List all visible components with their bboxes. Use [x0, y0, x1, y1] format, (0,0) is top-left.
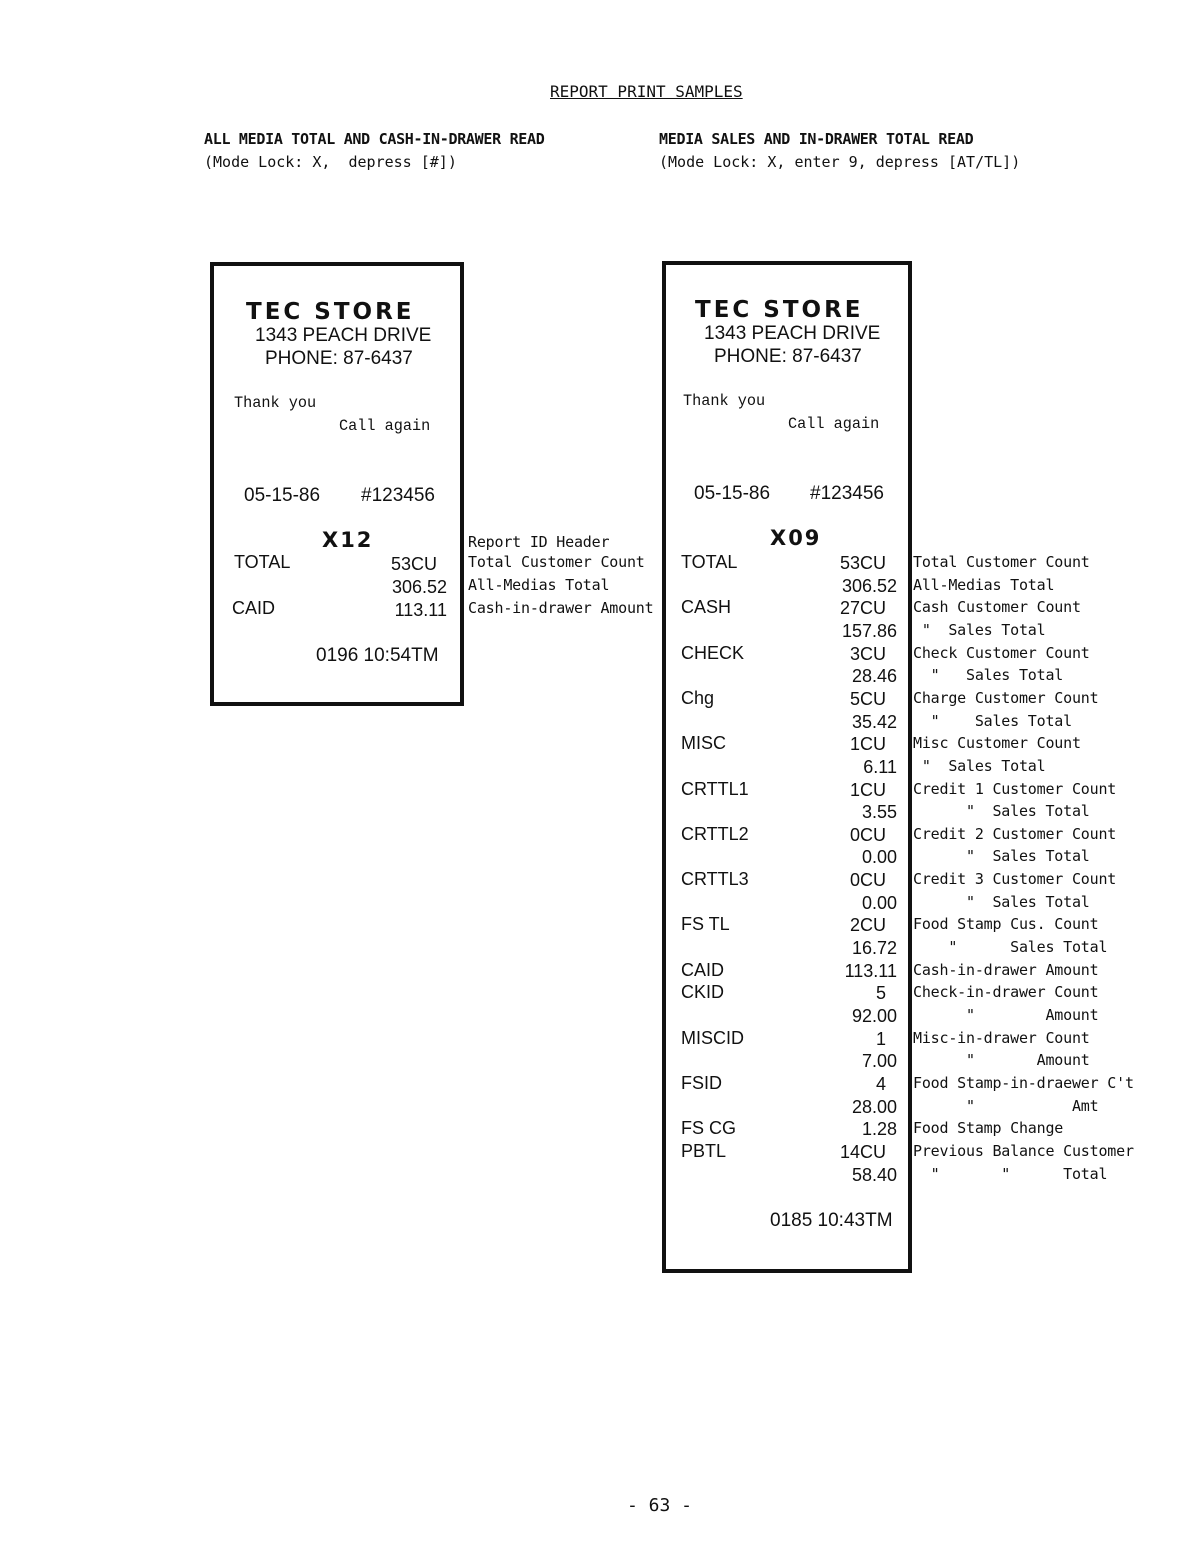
right-row-value: 157.86 [841, 621, 897, 641]
right-annotation: " Amount [913, 1051, 1090, 1069]
right-row-value: 0CU [849, 825, 886, 845]
right-row-label: CRTTL1 [681, 779, 749, 799]
right-row-value: 1.28 [861, 1119, 897, 1139]
right-annotation: Credit 2 Customer Count [913, 825, 1117, 843]
right-row-value: 3.55 [861, 802, 897, 822]
right-row-value: 6.11 [863, 757, 897, 777]
right-annotation: Previous Balance Customer [913, 1142, 1134, 1160]
right-row-label: MISC [681, 733, 726, 753]
right-row-label: Chg [681, 688, 715, 708]
right-row-value: 58.40 [851, 1165, 897, 1185]
left-section-subheading: (Mode Lock: X, depress [#]) [204, 153, 457, 171]
right-row-value: 92.00 [851, 1006, 897, 1026]
right-row-value: 0.00 [861, 893, 897, 913]
right-row-label: TOTAL [681, 552, 738, 572]
right-row-label: CRTTL2 [681, 824, 749, 844]
left-receipt-store: TEC STORE [246, 299, 415, 325]
left-receipt-address: 1343 PEACH DRIVE [255, 325, 432, 346]
right-row-value: 1CU [849, 780, 886, 800]
right-annotation: " Sales Total [913, 712, 1072, 730]
right-row-value: 28.00 [851, 1097, 897, 1117]
right-row-value: 5CU [849, 689, 886, 709]
right-row-value: 53CU [839, 553, 886, 573]
right-annotation: Cash-in-drawer Amount [913, 961, 1099, 979]
right-annotation: Credit 3 Customer Count [913, 870, 1117, 888]
right-annotation: Check-in-drawer Count [913, 983, 1099, 1001]
right-row-value: 113.11 [844, 961, 897, 981]
right-receipt-number: #123456 [810, 483, 884, 504]
right-section-heading: MEDIA SALES AND IN-DRAWER TOTAL READ [659, 130, 974, 148]
right-annotation: Credit 1 Customer Count [913, 780, 1117, 798]
right-row-value: 16.72 [851, 938, 897, 958]
left-receipt-phone: PHONE: 87-6437 [265, 348, 413, 369]
right-receipt-footer: 0185 10:43TM [770, 1210, 893, 1231]
left-annotation: All-Medias Total [468, 576, 610, 594]
right-annotation: " Amt [913, 1097, 1099, 1115]
left-annotation: Report ID Header [468, 533, 610, 551]
right-annotation: " Sales Total [913, 847, 1090, 865]
right-annotation: Misc-in-drawer Count [913, 1029, 1090, 1047]
right-receipt-date: 05-15-86 [694, 483, 771, 504]
right-annotation: " " Total [913, 1165, 1108, 1183]
right-row-label: FS TL [681, 914, 730, 934]
right-row-value: 306.52 [841, 576, 897, 596]
right-section-subheading: (Mode Lock: X, enter 9, depress [AT/TL]) [659, 153, 1021, 171]
right-annotation: " Sales Total [913, 938, 1108, 956]
page-number: - 63 - [627, 1495, 693, 1516]
right-annotation: Total Customer Count [913, 553, 1090, 571]
page-title: REPORT PRINT SAMPLES [550, 82, 743, 101]
right-annotation: " Sales Total [913, 757, 1046, 775]
left-receipt-footer: 0196 10:54TM [316, 645, 439, 666]
right-row-label: CASH [681, 597, 732, 617]
right-row-value: 28.46 [851, 666, 897, 686]
left-annotation: Total Customer Count [468, 553, 645, 571]
right-row-value: 27CU [839, 598, 886, 618]
right-annotation: Cash Customer Count [913, 598, 1081, 616]
left-row-value-total: 53CU [390, 554, 437, 574]
right-row-value: 14CU [839, 1142, 886, 1162]
left-row-label-caid: CAID [232, 598, 276, 618]
right-row-value: 0.00 [861, 847, 897, 867]
right-row-label: FSID [681, 1073, 723, 1093]
right-annotation: Food Stamp-in-draewer C't [913, 1074, 1134, 1092]
left-receipt-call-again: Call again [339, 417, 431, 435]
right-receipt-call-again: Call again [788, 415, 880, 433]
right-row-value: 0CU [849, 870, 886, 890]
right-annotation: All-Medias Total [913, 576, 1055, 594]
right-receipt-address: 1343 PEACH DRIVE [704, 323, 881, 344]
right-row-value: 4 [875, 1074, 886, 1094]
right-row-label: CAID [681, 960, 725, 980]
right-row-value: 2CU [849, 915, 886, 935]
right-row-value: 5 [875, 983, 886, 1003]
right-annotation: Food Stamp Cus. Count [913, 915, 1099, 933]
right-annotation: " Sales Total [913, 621, 1046, 639]
right-annotation: " Sales Total [913, 893, 1090, 911]
right-receipt-thanks: Thank you [683, 392, 766, 410]
right-row-value: 35.42 [851, 712, 897, 732]
right-row-label: CKID [681, 982, 725, 1002]
right-row-value: 1CU [849, 734, 886, 754]
right-annotation: Food Stamp Change [913, 1119, 1064, 1137]
right-row-label: FS CG [681, 1118, 737, 1138]
right-row-label: CRTTL3 [681, 869, 749, 889]
right-row-label: PBTL [681, 1141, 727, 1161]
right-receipt-store: TEC STORE [695, 297, 864, 323]
right-row-value: 1 [875, 1029, 886, 1049]
right-annotation: Check Customer Count [913, 644, 1090, 662]
right-annotation: " Sales Total [913, 666, 1064, 684]
right-row-label: MISCID [681, 1028, 744, 1048]
right-row-label: CHECK [681, 643, 745, 663]
right-annotation: Misc Customer Count [913, 734, 1081, 752]
left-row-value-caid: 113.11 [394, 600, 447, 620]
right-row-value: 7.00 [861, 1051, 897, 1071]
left-receipt-report-id: X12 [322, 528, 374, 552]
left-receipt-number: #123456 [361, 485, 435, 506]
left-receipt-date: 05-15-86 [244, 485, 321, 506]
left-annotation: Cash-in-drawer Amount [468, 599, 654, 617]
right-annotation: Charge Customer Count [913, 689, 1099, 707]
left-section-heading: ALL MEDIA TOTAL AND CASH-IN-DRAWER READ [204, 130, 545, 148]
left-row-label-total: TOTAL [234, 552, 291, 572]
left-receipt-thanks: Thank you [234, 394, 317, 412]
right-receipt-phone: PHONE: 87-6437 [714, 346, 862, 367]
right-receipt-report-id: X09 [770, 526, 822, 550]
right-row-value: 3CU [849, 644, 886, 664]
right-annotation: " Sales Total [913, 802, 1090, 820]
right-annotation: " Amount [913, 1006, 1099, 1024]
left-row-value-all-medias: 306.52 [391, 577, 447, 597]
